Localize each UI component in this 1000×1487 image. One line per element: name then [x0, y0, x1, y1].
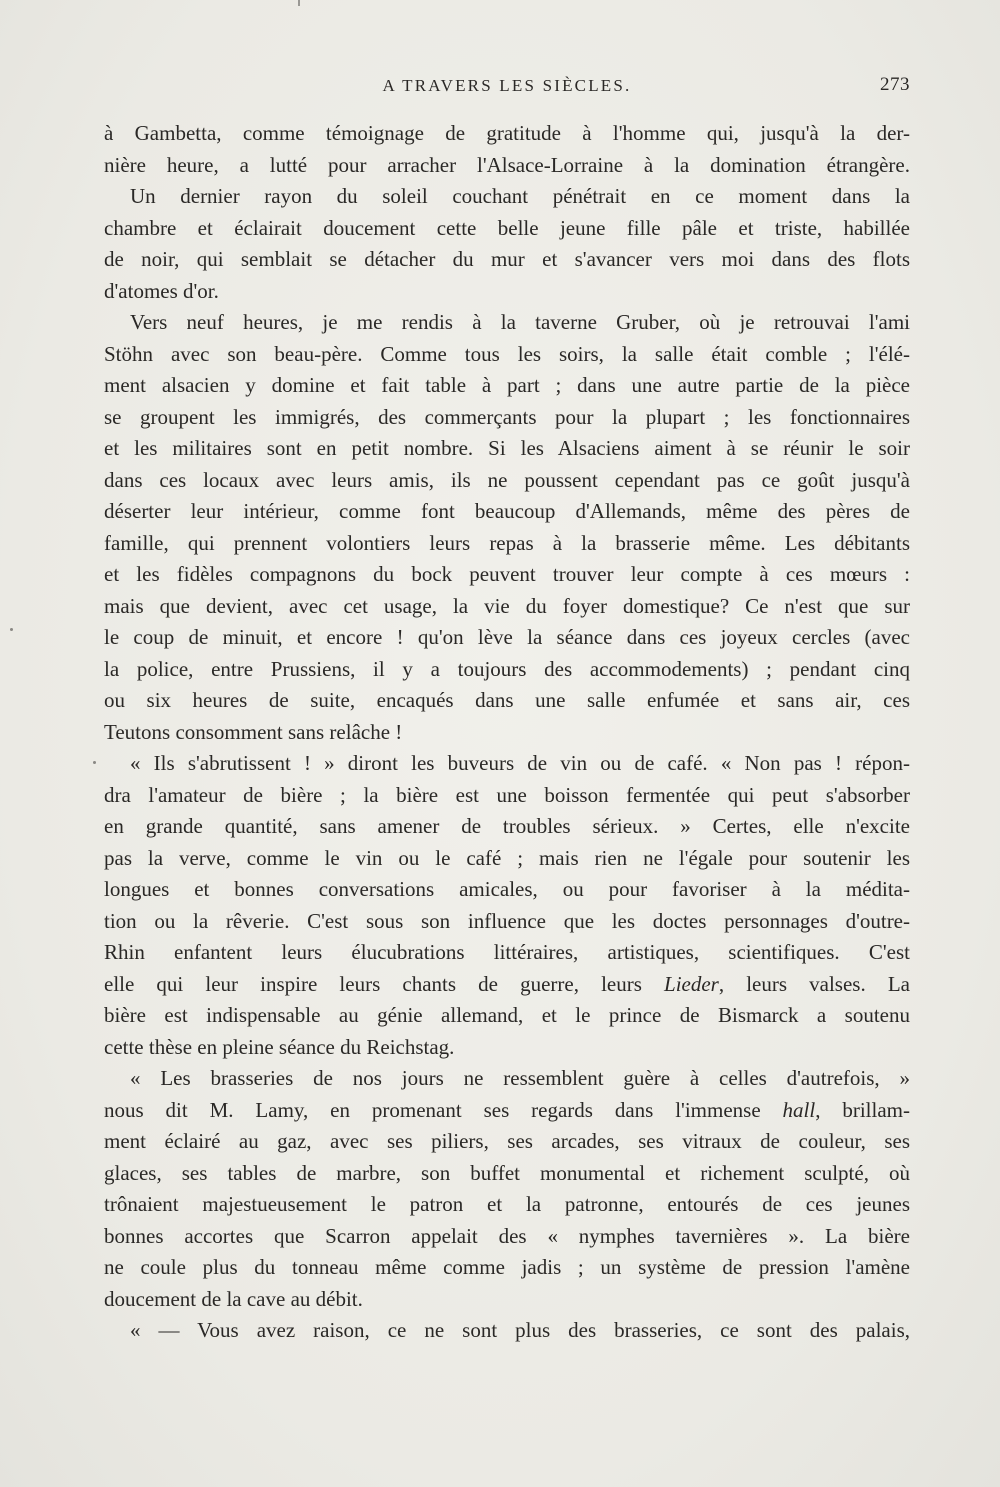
text-line: de noir, qui semblait se détacher du mur et s'avancer vers moi dans des flots	[104, 247, 910, 271]
text-line: cette thèse en pleine séance du Reichstag.	[104, 1034, 455, 1059]
text-line: famille, qui prennent volontiers leurs repas à la brasserie même. Les débitants	[104, 530, 910, 555]
body-text	[104, 118, 910, 1347]
text-line: elle qui leur inspire leurs chants de guerre, leurs Lieder, leurs valses. La	[104, 971, 910, 996]
text-line: doucement de la cave au débit.	[104, 1286, 363, 1311]
text-line: et les fidèles compagnons du bock peuvent trouver leur compte à ces mœurs :	[104, 562, 910, 586]
text-line: Un dernier rayon du soleil couchant pénétrait en ce moment dans la	[130, 184, 910, 208]
text-line: « Ils s'abrutissent ! » diront les buveurs de vin ou de café. « Non pas ! répon-	[130, 751, 910, 775]
text-line: bière est indispensable au génie allemand, et le prince de Bismarck a soutenu	[104, 1003, 910, 1027]
text-line: ou six heures de suite, encaqués dans une salle enfumée et sans air, ces	[104, 688, 910, 712]
margin-speck	[10, 628, 13, 631]
text-line: le coup de minuit, et encore ! qu'on lève la séance dans ces joyeux cercles (avec	[104, 625, 910, 649]
text-line: bonnes accortes que Scarron appelait des « nymphes tavernières ». La bière	[104, 1223, 910, 1248]
margin-mark	[298, 0, 300, 6]
text-line: d'atomes d'or.	[104, 278, 219, 303]
text-line: trônaient majestueusement le patron et la patronne, entourés de ces jeunes	[104, 1192, 910, 1216]
margin-speck	[93, 761, 96, 764]
text-line: « — Vous avez raison, ce ne sont plus des brasseries, ce sont des palais,	[130, 1318, 910, 1342]
text-line: Stöhn avec son beau-père. Comme tous les soirs, la salle était comble ; l'élé-	[104, 341, 910, 366]
text-line: à Gambetta, comme témoignage de gratitude à l'homme qui, jusqu'à la der-	[104, 121, 910, 145]
text-line: nière heure, a lutté pour arracher l'Alsace-Lorraine à la domination étrangère.	[104, 152, 910, 177]
text-line: chambre et éclairait doucement cette belle jeune fille pâle et triste, habillée	[104, 215, 910, 240]
text-line: et les militaires sont en petit nombre. Si les Alsaciens aiment à se réunir le soir	[104, 436, 910, 460]
text-line: en grande quantité, sans amener de troubles sérieux. » Certes, elle n'excite	[104, 814, 910, 838]
text-line: tion ou la rêverie. C'est sous son influence que les doctes personnages d'outre-	[104, 908, 910, 933]
page-header	[104, 74, 910, 102]
text-line: ment alsacien y domine et fait table à part ; dans une autre partie de la pièce	[104, 373, 910, 397]
running-title: A TRAVERS LES SIÈCLES.	[382, 76, 632, 95]
text-line: dra l'amateur de bière ; la bière est une boisson fermentée qui peut s'absorber	[104, 782, 910, 807]
text-line: mais que devient, avec cet usage, la vie du foyer domestique? Ce n'est que sur	[104, 593, 910, 618]
text-line: ment éclairé au gaz, avec ses piliers, ses arcades, ses vitraux de couleur, ses	[104, 1129, 910, 1153]
text-line: pas la verve, comme le vin ou le café ; mais rien ne l'égale pour soutenir les	[104, 845, 910, 870]
text-line: Vers neuf heures, je me rendis à la taverne Gruber, où je retrouvai l'ami	[130, 310, 910, 334]
text-line: « Les brasseries de nos jours ne ressemblent guère à celles d'autrefois, »	[130, 1066, 910, 1090]
text-line: déserter leur intérieur, comme font beaucoup d'Allemands, même des pères de	[104, 499, 910, 523]
page-number: 273	[880, 74, 910, 95]
text-line: glaces, ses tables de marbre, son buffet monumental et richement sculpté, où	[104, 1160, 910, 1185]
text-line: se groupent les immigrés, des commerçants pour la plupart ; les fonctionnaires	[104, 404, 910, 429]
text-line: longues et bonnes conversations amicales, ou pour favoriser à la médita-	[104, 877, 910, 901]
text-line: la police, entre Prussiens, il y a toujours des accommodements) ; pendant cinq	[104, 656, 910, 681]
text-line: ne coule plus du tonneau même comme jadis ; un système de pression l'amène	[104, 1255, 910, 1279]
text-line: Teutons consomment sans relâche !	[104, 719, 403, 744]
text-line: Rhin enfantent leurs élucubrations littéraires, artistiques, scientifiques. C'est	[104, 940, 910, 964]
text-line: dans ces locaux avec leurs amis, ils ne poussent cependant pas ce goût jusqu'à	[104, 467, 910, 492]
text-line: nous dit M. Lamy, en promenant ses regards dans l'immense hall, brillam-	[104, 1097, 910, 1122]
